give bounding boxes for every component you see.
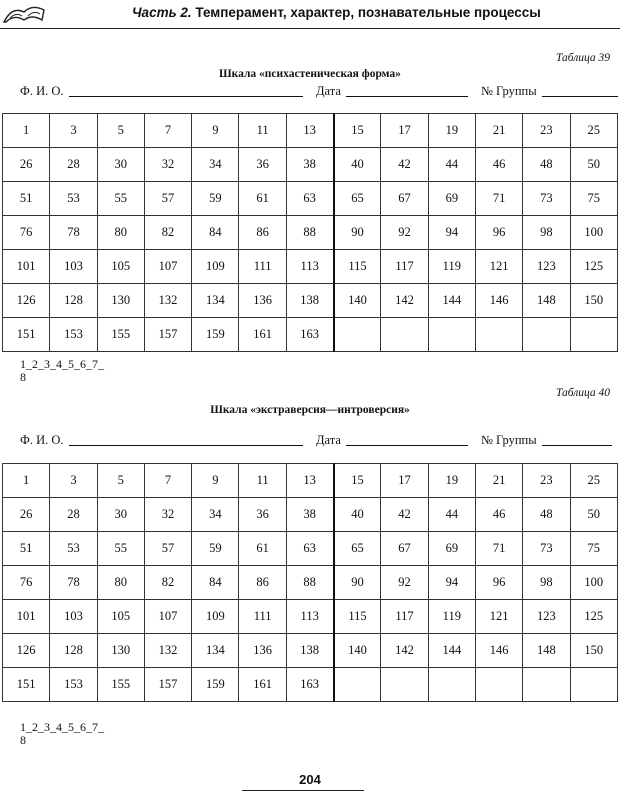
grid-cell[interactable]: 61 [239,532,286,566]
date-field[interactable] [346,96,468,97]
grid-cell[interactable]: 78 [50,216,97,250]
grid-cell[interactable]: 119 [428,250,475,284]
grid-cell[interactable]: 157 [144,668,191,702]
group-label: № Группы [481,84,537,98]
grid-cell[interactable]: 113 [286,600,333,634]
group-field[interactable] [542,445,612,446]
group-field[interactable] [542,96,618,97]
fio-field[interactable] [69,96,303,97]
grid-cell[interactable]: 88 [286,566,333,600]
grid-cell[interactable]: 155 [97,668,144,702]
grid-cell[interactable]: 80 [97,216,144,250]
grid-cell[interactable]: 7 [144,114,191,148]
grid-cell[interactable] [334,668,381,702]
grid-cell[interactable]: 159 [192,318,239,352]
chapter-title: Темперамент, характер, познавательные процессы [195,5,541,20]
grid-cell[interactable]: 75 [570,182,617,216]
grid-cell[interactable]: 23 [523,114,570,148]
grid-cell[interactable]: 153 [50,318,97,352]
grid-cell[interactable]: 25 [570,464,617,498]
grid-cell[interactable]: 1 [3,464,50,498]
grid-cell[interactable]: 111 [239,600,286,634]
grid-cell[interactable]: 30 [97,148,144,182]
part-label: Часть 2. [132,5,192,20]
date-field[interactable] [346,445,468,446]
grid-cell[interactable]: 3 [50,114,97,148]
sequence-label [20,358,104,384]
grid-cell[interactable]: 32 [144,148,191,182]
grid-cell[interactable]: 23 [523,464,570,498]
grid-cell[interactable]: 98 [523,216,570,250]
grid-cell[interactable]: 117 [381,600,428,634]
scale-title: Шкала «психастеническая форма» [219,68,401,80]
grid-cell[interactable]: 19 [428,114,475,148]
running-header-title [132,5,541,20]
grid-cell[interactable]: 113 [286,250,333,284]
grid-cell[interactable]: 34 [192,498,239,532]
grid-cell[interactable]: 142 [381,284,428,318]
book-logo-icon [2,2,46,24]
sequence-line: 8 [20,370,26,384]
table-row [3,668,618,702]
grid-cell[interactable]: 65 [334,532,381,566]
grid-cell[interactable]: 30 [97,498,144,532]
grid-cell[interactable]: 157 [144,318,191,352]
answer-grid [2,113,618,352]
grid-cell[interactable]: 80 [97,566,144,600]
grid-cell[interactable]: 46 [475,148,522,182]
grid-cell[interactable] [381,668,428,702]
grid-cell[interactable]: 92 [381,216,428,250]
grid-cell[interactable]: 123 [523,250,570,284]
grid-cell[interactable]: 25 [570,114,617,148]
form-fields [20,433,620,449]
grid-cell[interactable]: 126 [3,284,50,318]
grid-cell[interactable]: 40 [334,498,381,532]
grid-cell[interactable]: 88 [286,216,333,250]
grid-cell[interactable]: 140 [334,284,381,318]
grid-cell[interactable]: 115 [334,250,381,284]
grid-cell[interactable] [428,318,475,352]
grid-cell[interactable]: 21 [475,114,522,148]
grid-cell[interactable]: 40 [334,148,381,182]
grid-cell[interactable]: 75 [570,532,617,566]
grid-cell[interactable]: 59 [192,182,239,216]
table-row [3,182,618,216]
grid-cell[interactable]: 34 [192,148,239,182]
grid-cell[interactable]: 15 [334,114,381,148]
grid-cell[interactable]: 50 [570,148,617,182]
scale-title: Шкала «экстраверсия—интроверсия» [210,404,410,416]
grid-cell[interactable]: 48 [523,498,570,532]
grid-cell[interactable]: 161 [239,668,286,702]
grid-cell[interactable]: 144 [428,634,475,668]
grid-cell[interactable]: 36 [239,148,286,182]
grid-cell[interactable]: 161 [239,318,286,352]
grid-cell[interactable]: 126 [3,634,50,668]
grid-cell[interactable]: 107 [144,250,191,284]
grid-cell[interactable]: 132 [144,284,191,318]
grid-cell[interactable]: 94 [428,216,475,250]
grid-cell[interactable]: 57 [144,182,191,216]
sequence-line: 8 [20,733,26,747]
table-row [3,148,618,182]
grid-cell[interactable]: 73 [523,182,570,216]
sequence-label [20,721,104,747]
grid-cell[interactable]: 138 [286,634,333,668]
grid-cell[interactable]: 138 [286,284,333,318]
grid-cell[interactable]: 63 [286,532,333,566]
grid-cell[interactable]: 130 [97,634,144,668]
grid-cell[interactable]: 5 [97,114,144,148]
grid-cell[interactable]: 132 [144,634,191,668]
grid-cell[interactable]: 86 [239,566,286,600]
grid-cell[interactable]: 151 [3,668,50,702]
grid-cell[interactable]: 78 [50,566,97,600]
grid-cell[interactable]: 148 [523,634,570,668]
table-caption: Таблица 39 [555,52,610,64]
table-row [3,566,618,600]
grid-cell[interactable]: 32 [144,498,191,532]
footer-rule [242,790,364,791]
grid-cell[interactable]: 121 [475,250,522,284]
grid-cell[interactable]: 55 [97,532,144,566]
grid-cell[interactable]: 28 [50,498,97,532]
grid-cell[interactable]: 136 [239,634,286,668]
table-caption: Таблица 40 [555,387,610,399]
grid-cell[interactable]: 151 [3,318,50,352]
grid-cell[interactable]: 73 [523,532,570,566]
table-row [3,114,618,148]
grid-cell[interactable]: 1 [3,114,50,148]
grid-cell[interactable]: 17 [381,114,428,148]
grid-cell[interactable]: 51 [3,182,50,216]
grid-cell[interactable]: 100 [570,566,617,600]
grid-cell[interactable]: 5 [97,464,144,498]
grid-cell[interactable]: 21 [475,464,522,498]
grid-cell[interactable]: 44 [428,148,475,182]
grid-cell[interactable]: 26 [3,148,50,182]
grid-cell[interactable]: 38 [286,148,333,182]
grid-cell[interactable]: 140 [334,634,381,668]
grid-cell[interactable]: 59 [192,532,239,566]
grid-cell[interactable]: 13 [286,464,333,498]
grid-cell[interactable]: 105 [97,600,144,634]
grid-cell[interactable]: 26 [3,498,50,532]
grid-cell[interactable]: 153 [50,668,97,702]
grid-cell[interactable]: 109 [192,600,239,634]
grid-cell[interactable]: 65 [334,182,381,216]
grid-cell[interactable]: 28 [50,148,97,182]
grid-cell[interactable]: 144 [428,284,475,318]
grid-cell[interactable]: 125 [570,250,617,284]
grid-cell[interactable]: 84 [192,566,239,600]
grid-cell[interactable]: 96 [475,566,522,600]
grid-cell[interactable]: 163 [286,668,333,702]
grid-cell[interactable]: 71 [475,532,522,566]
grid-cell[interactable]: 146 [475,634,522,668]
grid-cell[interactable]: 57 [144,532,191,566]
answer-grid [2,463,618,702]
grid-cell[interactable]: 90 [334,216,381,250]
grid-cell[interactable]: 55 [97,182,144,216]
grid-cell[interactable]: 7 [144,464,191,498]
grid-cell[interactable]: 119 [428,600,475,634]
grid-cell[interactable]: 82 [144,566,191,600]
table-row [3,600,618,634]
grid-cell[interactable]: 69 [428,532,475,566]
grid-cell[interactable]: 42 [381,148,428,182]
grid-cell[interactable]: 61 [239,182,286,216]
table-row [3,250,618,284]
fio-label: Ф. И. О. [20,84,64,98]
grid-cell[interactable]: 50 [570,498,617,532]
grid-cell[interactable]: 128 [50,634,97,668]
grid-cell[interactable]: 117 [381,250,428,284]
grid-cell[interactable]: 38 [286,498,333,532]
form-fields [20,84,620,100]
grid-cell[interactable]: 69 [428,182,475,216]
page-number: 204 [299,772,321,787]
grid-cell[interactable]: 11 [239,464,286,498]
grid-cell[interactable]: 76 [3,566,50,600]
grid-cell[interactable]: 53 [50,532,97,566]
grid-cell[interactable]: 150 [570,634,617,668]
group-label: № Группы [481,433,537,447]
table-row [3,498,618,532]
grid-cell[interactable]: 115 [334,600,381,634]
table-row [3,634,618,668]
grid-cell[interactable] [381,318,428,352]
grid-cell[interactable]: 13 [286,114,333,148]
grid-cell[interactable]: 67 [381,182,428,216]
sequence-line: 1_2_3_4_5_6_7_ [20,720,104,734]
grid-cell[interactable]: 15 [334,464,381,498]
grid-cell[interactable]: 101 [3,600,50,634]
grid-cell[interactable]: 46 [475,498,522,532]
grid-cell[interactable]: 163 [286,318,333,352]
grid-cell[interactable]: 150 [570,284,617,318]
grid-cell[interactable]: 76 [3,216,50,250]
date-label: Дата [316,84,341,98]
grid-cell[interactable]: 103 [50,600,97,634]
grid-cell[interactable]: 67 [381,532,428,566]
grid-cell[interactable]: 42 [381,498,428,532]
grid-cell[interactable]: 84 [192,216,239,250]
grid-cell[interactable]: 103 [50,250,97,284]
grid-cell[interactable]: 86 [239,216,286,250]
grid-cell[interactable]: 134 [192,634,239,668]
grid-cell[interactable]: 17 [381,464,428,498]
grid-cell[interactable]: 101 [3,250,50,284]
grid-cell[interactable] [523,668,570,702]
grid-cell[interactable]: 98 [523,566,570,600]
grid-cell[interactable]: 146 [475,284,522,318]
grid-cell[interactable]: 100 [570,216,617,250]
grid-cell[interactable]: 94 [428,566,475,600]
grid-cell[interactable] [570,668,617,702]
grid-cell[interactable]: 36 [239,498,286,532]
grid-cell[interactable]: 82 [144,216,191,250]
grid-cell[interactable] [334,318,381,352]
grid-cell[interactable]: 92 [381,566,428,600]
grid-cell[interactable] [570,318,617,352]
grid-cell[interactable]: 9 [192,114,239,148]
grid-cell[interactable] [475,318,522,352]
sequence-line: 1_2_3_4_5_6_7_ [20,357,104,371]
grid-cell[interactable]: 44 [428,498,475,532]
table-row [3,532,618,566]
fio-field[interactable] [69,445,303,446]
table-row [3,318,618,352]
grid-cell[interactable]: 159 [192,668,239,702]
grid-cell[interactable]: 125 [570,600,617,634]
grid-cell[interactable]: 51 [3,532,50,566]
grid-cell[interactable]: 134 [192,284,239,318]
grid-cell[interactable]: 96 [475,216,522,250]
grid-cell[interactable]: 19 [428,464,475,498]
table-row [3,216,618,250]
grid-cell[interactable]: 48 [523,148,570,182]
grid-cell[interactable]: 123 [523,600,570,634]
grid-cell[interactable]: 111 [239,250,286,284]
grid-cell[interactable]: 121 [475,600,522,634]
grid-cell[interactable]: 130 [97,284,144,318]
grid-cell[interactable]: 90 [334,566,381,600]
grid-cell[interactable]: 136 [239,284,286,318]
grid-cell[interactable]: 105 [97,250,144,284]
grid-cell[interactable]: 109 [192,250,239,284]
fio-label: Ф. И. О. [20,433,64,447]
grid-cell[interactable]: 9 [192,464,239,498]
grid-cell[interactable]: 11 [239,114,286,148]
date-label: Дата [316,433,341,447]
grid-cell[interactable]: 148 [523,284,570,318]
grid-cell[interactable]: 53 [50,182,97,216]
grid-cell[interactable]: 155 [97,318,144,352]
grid-cell[interactable] [523,318,570,352]
grid-cell[interactable]: 142 [381,634,428,668]
grid-cell[interactable] [475,668,522,702]
grid-cell[interactable]: 128 [50,284,97,318]
grid-cell[interactable] [428,668,475,702]
table-row [3,284,618,318]
grid-cell[interactable]: 71 [475,182,522,216]
table-row [3,464,618,498]
grid-cell[interactable]: 63 [286,182,333,216]
grid-cell[interactable]: 107 [144,600,191,634]
grid-cell[interactable]: 3 [50,464,97,498]
page-header [0,0,620,29]
